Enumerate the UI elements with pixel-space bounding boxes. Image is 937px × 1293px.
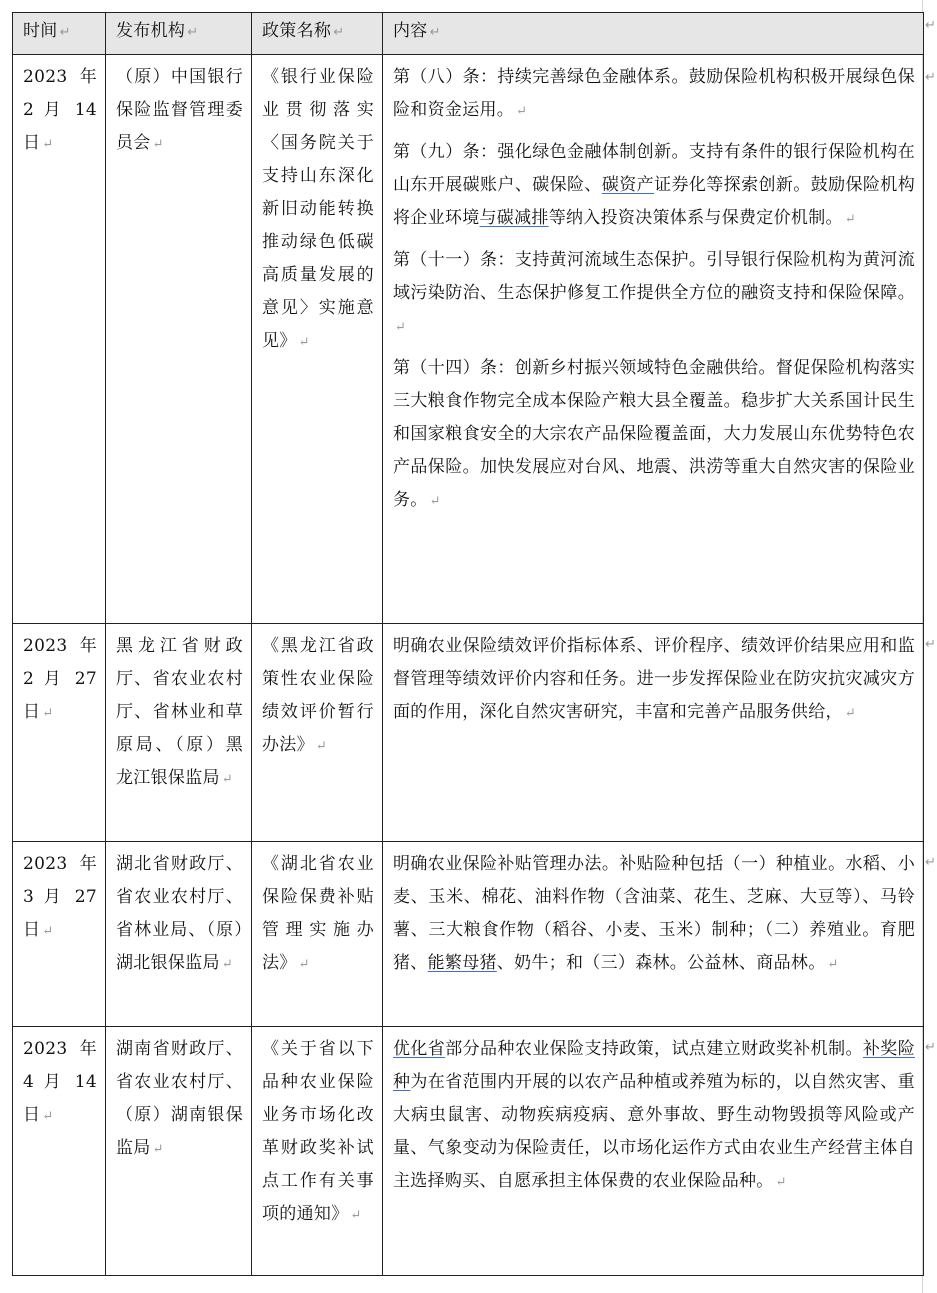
content-paragraph: 第（十四）条：创新乡村振兴领域特色金融供给。督促保险机构落实三大粮食作物完全成本保险产粮大县全覆盖。稳步扩大关系国计民生和国家粮食安全的大宗农产品保险覆盖面，大力发展山东优势特色农产品保险。加快发展应对台风、地震、洪涝等重大自然灾害的保险业务。 ↵ <box>393 358 915 510</box>
date-cell: 2023 年 2 月 27 日 ↵ <box>13 624 106 842</box>
paragraph-mark-icon: ↵ <box>42 1109 54 1124</box>
paragraph-mark-icon: ↵ <box>152 137 164 152</box>
content-paragraph: 明确农业保险补贴管理办法。补贴险种包括（一）种植业。水稻、小麦、玉米、棉花、油料作物（含油菜、花生、芝麻、大豆等）、马铃薯、三大粮食作物（稻谷、小麦、玉米）制种；（二）养殖业。育肥猪、能繁母猪、奶牛；和（三）森林。公益林、商品林。 ↵ <box>393 854 915 973</box>
row-end-mark-icon: ↵ <box>925 18 936 33</box>
paragraph-mark-icon: ↵ <box>221 772 234 787</box>
paragraph-mark-icon: ↵ <box>152 1142 164 1157</box>
row-end-mark-icon: ↵ <box>925 70 936 85</box>
header-date: 时间 ↵ <box>13 13 106 55</box>
paragraph-mark-icon: ↵ <box>221 957 234 972</box>
content-cell <box>383 842 924 1027</box>
paragraph-mark-icon: ↵ <box>187 25 199 40</box>
paragraph-mark-icon: ↵ <box>42 924 54 939</box>
org-cell: （原）中国银行保险监督管理委员会 ↵ <box>106 55 252 624</box>
content-paragraph: 第（八）条：持续完善绿色金融体系。鼓励保险机构积极开展绿色保险和资金运用。 ↵ <box>393 67 915 120</box>
header-name: 政策名称 ↵ <box>252 13 383 55</box>
paragraph-mark-icon: ↵ <box>844 706 857 721</box>
org-cell: 黑龙江省财政厅、省农业农村厅、省林业和草原局、（原）黑龙江银保监局 ↵ <box>106 624 252 842</box>
paragraph-mark-icon: ↵ <box>827 957 839 972</box>
header-org: 发布机构 ↵ <box>106 13 252 55</box>
row-end-mark-icon: ↵ <box>925 637 936 652</box>
org-cell: 湖北省财政厅、省农业农村厅、省林业局、（原）湖北银保监局 ↵ <box>106 842 252 1027</box>
table-row <box>13 55 924 624</box>
content-paragraph: 第（九）条：强化绿色金融体制创新。支持有条件的银行保险机构在山东开展碳账户、碳保险、碳资产证券化等探索创新。鼓励保险机构将企业环境与碳减排等纳入投资决策体系与保费定价机制。 ↵ <box>393 142 916 228</box>
header-content: 内容 ↵ <box>383 13 924 55</box>
paragraph-mark-icon: ↵ <box>42 706 54 721</box>
row-end-mark-icon: ↵ <box>925 1040 936 1055</box>
paragraph-mark-icon: ↵ <box>775 1175 787 1190</box>
date-cell: 2023 年 3 月 27 日 ↵ <box>13 842 106 1027</box>
content-paragraph: 优化省部分品种农业保险支持政策，试点建立财政奖补机制。补奖险种为在省范围内开展的以农产品种植或养殖为标的，以自然灾害、重大病虫鼠害、动物疾病疫病、意外事故、野生动物毁损等风险或产量、气象变动为保险责任，以市场化运作方式由农业生产经营主体自主选择购买、自愿承担主体保费的农业保险品种。 ↵ <box>393 1039 915 1191</box>
paragraph-mark-icon: ↵ <box>42 137 54 152</box>
paragraph-mark-icon: ↵ <box>429 494 441 509</box>
row-end-mark-icon: ↵ <box>925 855 936 870</box>
policy-name-cell: 《湖北省农业保险保费补贴管理实施办法》 ↵ <box>252 842 383 1027</box>
policy-table <box>12 12 924 1276</box>
table-row <box>13 1027 924 1276</box>
paragraph-mark-icon: ↵ <box>516 104 528 119</box>
paragraph-mark-icon: ↵ <box>844 212 857 227</box>
content-paragraph: 第（十一）条：支持黄河流域生态保护。引导银行保险机构为黄河流域污染防治、生态保护修复工作提供全方位的融资支持和保险保障。↵ <box>393 250 915 335</box>
paragraph-mark-icon: ↵ <box>315 739 328 754</box>
date-cell: 2023 年 4 月 14 日 ↵ <box>13 1027 106 1276</box>
content-cell <box>383 55 924 624</box>
table-row <box>13 842 924 1027</box>
table-row <box>13 624 924 842</box>
content-paragraph: 明确农业保险绩效评价指标体系、评价程序、绩效评价结果应用和监督管理等绩效评价内容和任务。进一步发挥保险业在防灾抗灾减灾方面的作用，深化自然灾害研究，丰富和完善产品服务供给， ↵ <box>393 636 915 722</box>
paragraph-mark-icon: ↵ <box>333 25 345 40</box>
paragraph-mark-icon: ↵ <box>298 335 310 350</box>
date-cell: 2023 年 2 月 14 日 ↵ <box>13 55 106 624</box>
org-cell: 湖南省财政厅、省农业农村厅、（原）湖南银保监局 ↵ <box>106 1027 252 1276</box>
header-row <box>13 13 924 55</box>
paragraph-mark-icon: ↵ <box>298 957 310 972</box>
policy-name-cell: 《关于省以下品种农业保险业务市场化改革财政奖补试点工作有关事项的通知》 ↵ <box>252 1027 383 1276</box>
content-cell <box>383 624 924 842</box>
paragraph-mark-icon: ↵ <box>350 1208 362 1223</box>
policy-name-cell: 《银行业保险业贯彻落实〈国务院关于支持山东深化新旧动能转换推动绿色低碳高质量发展的意见〉实施意见》 ↵ <box>252 55 383 624</box>
policy-name-cell: 《黑龙江省政策性农业保险绩效评价暂行办法》 ↵ <box>252 624 383 842</box>
paragraph-mark-icon: ↵ <box>59 25 71 40</box>
content-cell <box>383 1027 924 1276</box>
paragraph-mark-icon: ↵ <box>395 320 407 335</box>
paragraph-mark-icon: ↵ <box>429 25 441 40</box>
